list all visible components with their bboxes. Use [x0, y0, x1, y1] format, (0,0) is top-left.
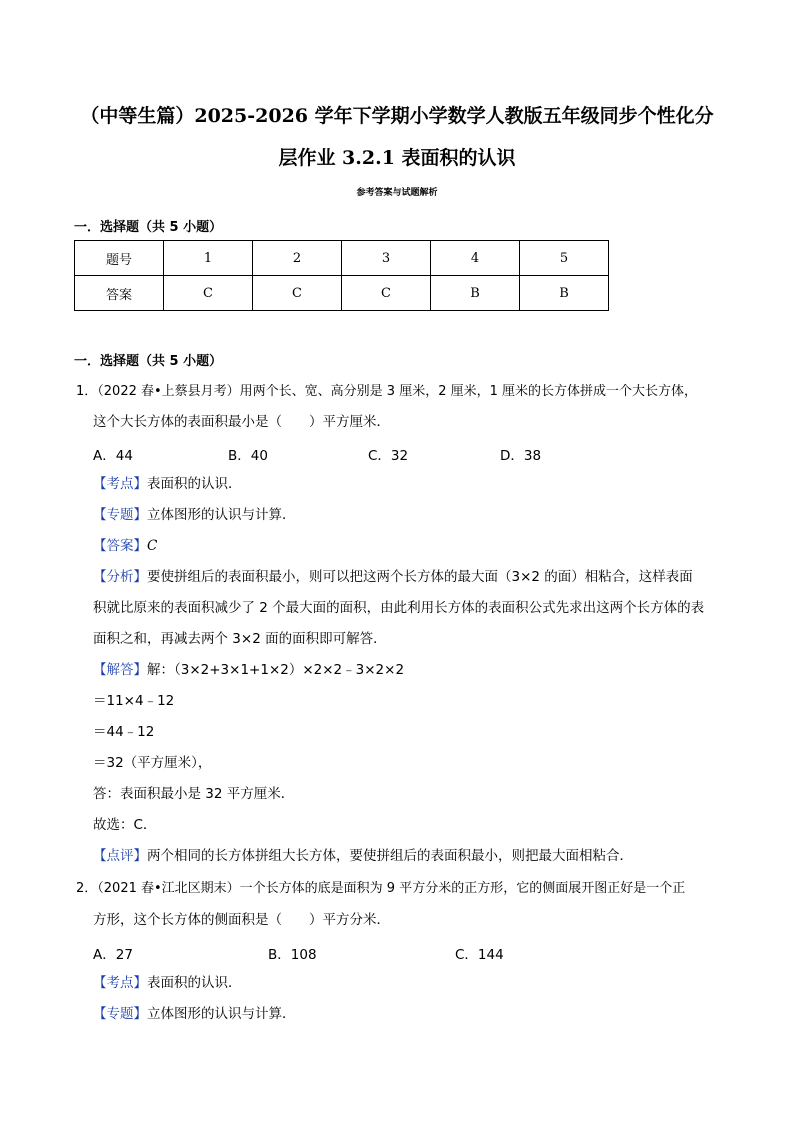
daan-text: C — [147, 538, 158, 554]
table-cell: 4 — [431, 241, 520, 276]
table-cell-label: 答案 — [75, 276, 164, 311]
dianping-text: 两个相同的长方体拼组大长方体，要使拼组后的表面积最小，则把最大面相粘合． — [147, 848, 633, 864]
fenxi-text: 要使拼组后的表面积最小，则可以把这两个长方体的最大面（3×2 的面）相粘合，这样表面 — [147, 569, 693, 585]
table-cell: 5 — [520, 241, 609, 276]
kaodian-tag: 【考点】 — [93, 975, 147, 991]
table-cell-label: 题号 — [75, 241, 164, 276]
q2-kaodian — [93, 974, 242, 992]
q2-option-a: A．27 — [93, 947, 133, 963]
kaodian-text: 表面积的认识． — [147, 476, 242, 492]
q2-zhuanti — [93, 1005, 296, 1023]
q2-option-c: C．144 — [455, 947, 504, 963]
table-cell: B — [520, 276, 609, 311]
section-heading-answers: 一．选择题（共 5 小题） — [74, 220, 223, 235]
table-cell: 2 — [253, 241, 342, 276]
q2-option-b: B．108 — [268, 947, 317, 963]
dianping-tag: 【点评】 — [93, 848, 147, 864]
fenxi-tag: 【分析】 — [93, 569, 147, 585]
table-cell: C — [342, 276, 431, 311]
answer-table-row-numbers — [75, 241, 609, 276]
table-cell: 1 — [164, 241, 253, 276]
jieda-text: 解：（3×2+3×1+1×2）×2×2﹣3×2×2 — [147, 662, 405, 678]
q1-option-c: C．32 — [368, 448, 409, 464]
document-subtitle: 参考答案与试题解析 — [356, 188, 438, 198]
q2-stem-line2: 方形，这个长方体的侧面积是（ ）平方分米． — [93, 912, 390, 928]
zhuanti-text: 立体图形的认识与计算． — [147, 507, 296, 523]
zhuanti-text: 立体图形的认识与计算． — [147, 1006, 296, 1022]
zhuanti-tag: 【专题】 — [93, 1006, 147, 1022]
q1-option-d: D．38 — [500, 448, 542, 464]
table-cell: C — [164, 276, 253, 311]
zhuanti-tag: 【专题】 — [93, 507, 147, 523]
section-heading-questions: 一．选择题（共 5 小题） — [74, 354, 223, 369]
q2-stem-line1: 2．（2021 春•江北区期末）一个长方体的底是面积为 9 平方分米的正方形，它的侧面展开图正好是一个正 — [76, 881, 686, 896]
q1-stem-line2: 这个大长方体的表面积最小是（ ）平方厘米． — [93, 414, 390, 430]
q1-step4: 答：表面积最小是 32 平方厘米． — [93, 786, 295, 802]
answer-table-row-answers — [75, 276, 609, 311]
q1-jieda — [93, 661, 404, 679]
table-cell: 3 — [342, 241, 431, 276]
q1-option-b: B．40 — [228, 448, 268, 464]
table-cell: C — [253, 276, 342, 311]
q1-fenxi-line3: 面积之和，再减去两个 3×2 面的面积即可解答． — [93, 631, 387, 647]
q1-step2: ＝44﹣12 — [93, 724, 155, 740]
q1-step3: ＝32（平方厘米）， — [93, 755, 212, 771]
daan-tag: 【答案】 — [93, 538, 147, 554]
q1-step5: 故选：C． — [93, 817, 157, 833]
q1-stem-line1: 1．（2022 春•上蔡县月考）用两个长、宽、高分别是 3 厘米，2 厘米，1 厘米的长方体拼成一个大长方体， — [76, 384, 697, 399]
q1-zhuanti — [93, 506, 296, 524]
q1-daan — [93, 537, 157, 555]
q1-fenxi-line1 — [93, 568, 693, 586]
jieda-tag: 【解答】 — [93, 662, 147, 678]
q1-kaodian — [93, 475, 242, 493]
q1-fenxi-line2: 积就比原来的表面积减少了 2 个最大面的面积，由此利用长方体的表面积公式先求出这两个长方体的表 — [93, 600, 705, 616]
document-title-line2: 层作业 3.2.1 表面积的认识 — [278, 147, 516, 169]
table-cell: B — [431, 276, 520, 311]
answer-table — [74, 240, 609, 311]
q1-step1: ＝11×4﹣12 — [93, 693, 175, 709]
kaodian-text: 表面积的认识． — [147, 975, 242, 991]
kaodian-tag: 【考点】 — [93, 476, 147, 492]
document-title-line1: （中等生篇）2025-2026 学年下学期小学数学人教版五年级同步个性化分 — [80, 105, 714, 127]
q1-dianping — [93, 847, 633, 865]
q1-option-a: A．44 — [93, 448, 133, 464]
